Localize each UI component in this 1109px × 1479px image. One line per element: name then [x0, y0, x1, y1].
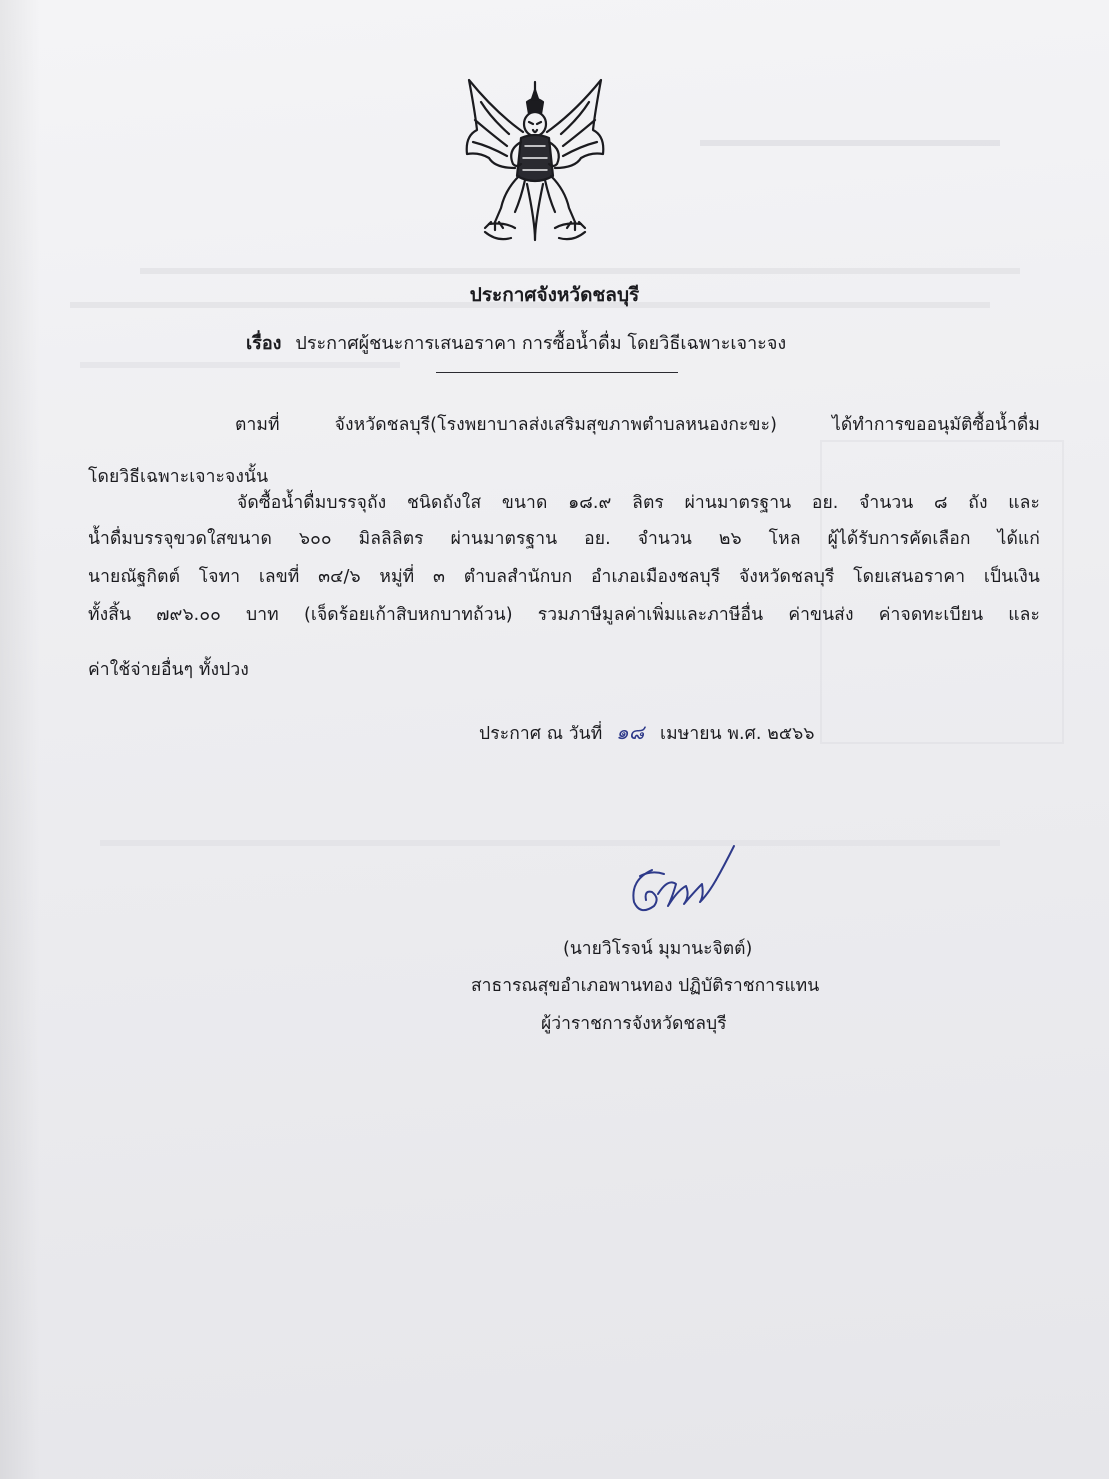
bleed-through-mark: [100, 840, 1000, 856]
handwritten-day: ๑๘: [616, 720, 645, 744]
body-line: ทั้งสิ้น ๗๙๖.๐๐ บาท (เจ็ดร้อยเก้าสิบหกบาทถ้วน) รวมภาษีมูลค่าเพิ่มและภาษีอื่น ค่าขนส่ง ค่าจดทะเบียน และ: [88, 605, 1040, 625]
signatory-position: สาธารณสุขอำเภอพานทอง ปฏิบัติราชการแทน: [471, 976, 820, 996]
announce-month-year: เมษายน พ.ศ. ๒๕๖๖: [660, 724, 815, 744]
body-line: ตามที่ จังหวัดชลบุรี(โรงพยาบาลส่งเสริมสุขภาพตำบลหนองกะขะ) ได้ทำการขออนุมัติซื้อน้ำดื่ม: [235, 415, 1040, 435]
garuda-emblem-icon: [455, 72, 615, 252]
announce-prefix: ประกาศ ณ วันที่: [479, 724, 603, 744]
title-underline: [436, 372, 678, 373]
document-title: ประกาศจังหวัดชลบุรี: [469, 284, 640, 306]
signatory-position: ผู้ว่าราชการจังหวัดชลบุรี: [541, 1014, 727, 1034]
body-line: น้ำดื่มบรรจุขวดใสขนาด ๖๐๐ มิลลิลิตร ผ่านมาตรฐาน อย. จำนวน ๒๖ โหล ผู้ได้รับการคัดเลือก ได้แก่: [88, 529, 1040, 549]
announce-date: [479, 716, 815, 748]
subject-text: ประกาศผู้ชนะการเสนอราคา การซื้อน้ำดื่ม โดยวิธีเฉพาะเจาะจง: [295, 333, 787, 354]
body-line: นายณัฐกิตต์ โจทา เลขที่ ๓๔/๖ หมู่ที่ ๓ ตำบลสำนักบก อำเภอเมืองชลบุรี จังหวัดชลบุรี โดยเสนอราคา เป็นเงิน: [88, 567, 1040, 587]
subject-line: [246, 328, 786, 357]
bleed-through-mark: [820, 440, 1064, 744]
bleed-through-mark: [700, 140, 1000, 156]
handwritten-signature: [612, 840, 752, 930]
body-line: โดยวิธีเฉพาะเจาะจงนั้น: [88, 467, 269, 487]
page-edge-shadow: [0, 0, 40, 1479]
body-line: จัดซื้อน้ำดื่มบรรจุถัง ชนิดถังใส ขนาด ๑๘.๙ ลิตร ผ่านมาตรฐาน อย. จำนวน ๘ ถัง และ: [237, 493, 1040, 513]
subject-label: เรื่อง: [246, 333, 282, 354]
body-line: ค่าใช้จ่ายอื่นๆ ทั้งปวง: [88, 660, 249, 680]
bleed-through-mark: [80, 362, 400, 378]
signatory-name: (นายวิโรจน์ มุมานะจิตต์): [563, 939, 753, 959]
